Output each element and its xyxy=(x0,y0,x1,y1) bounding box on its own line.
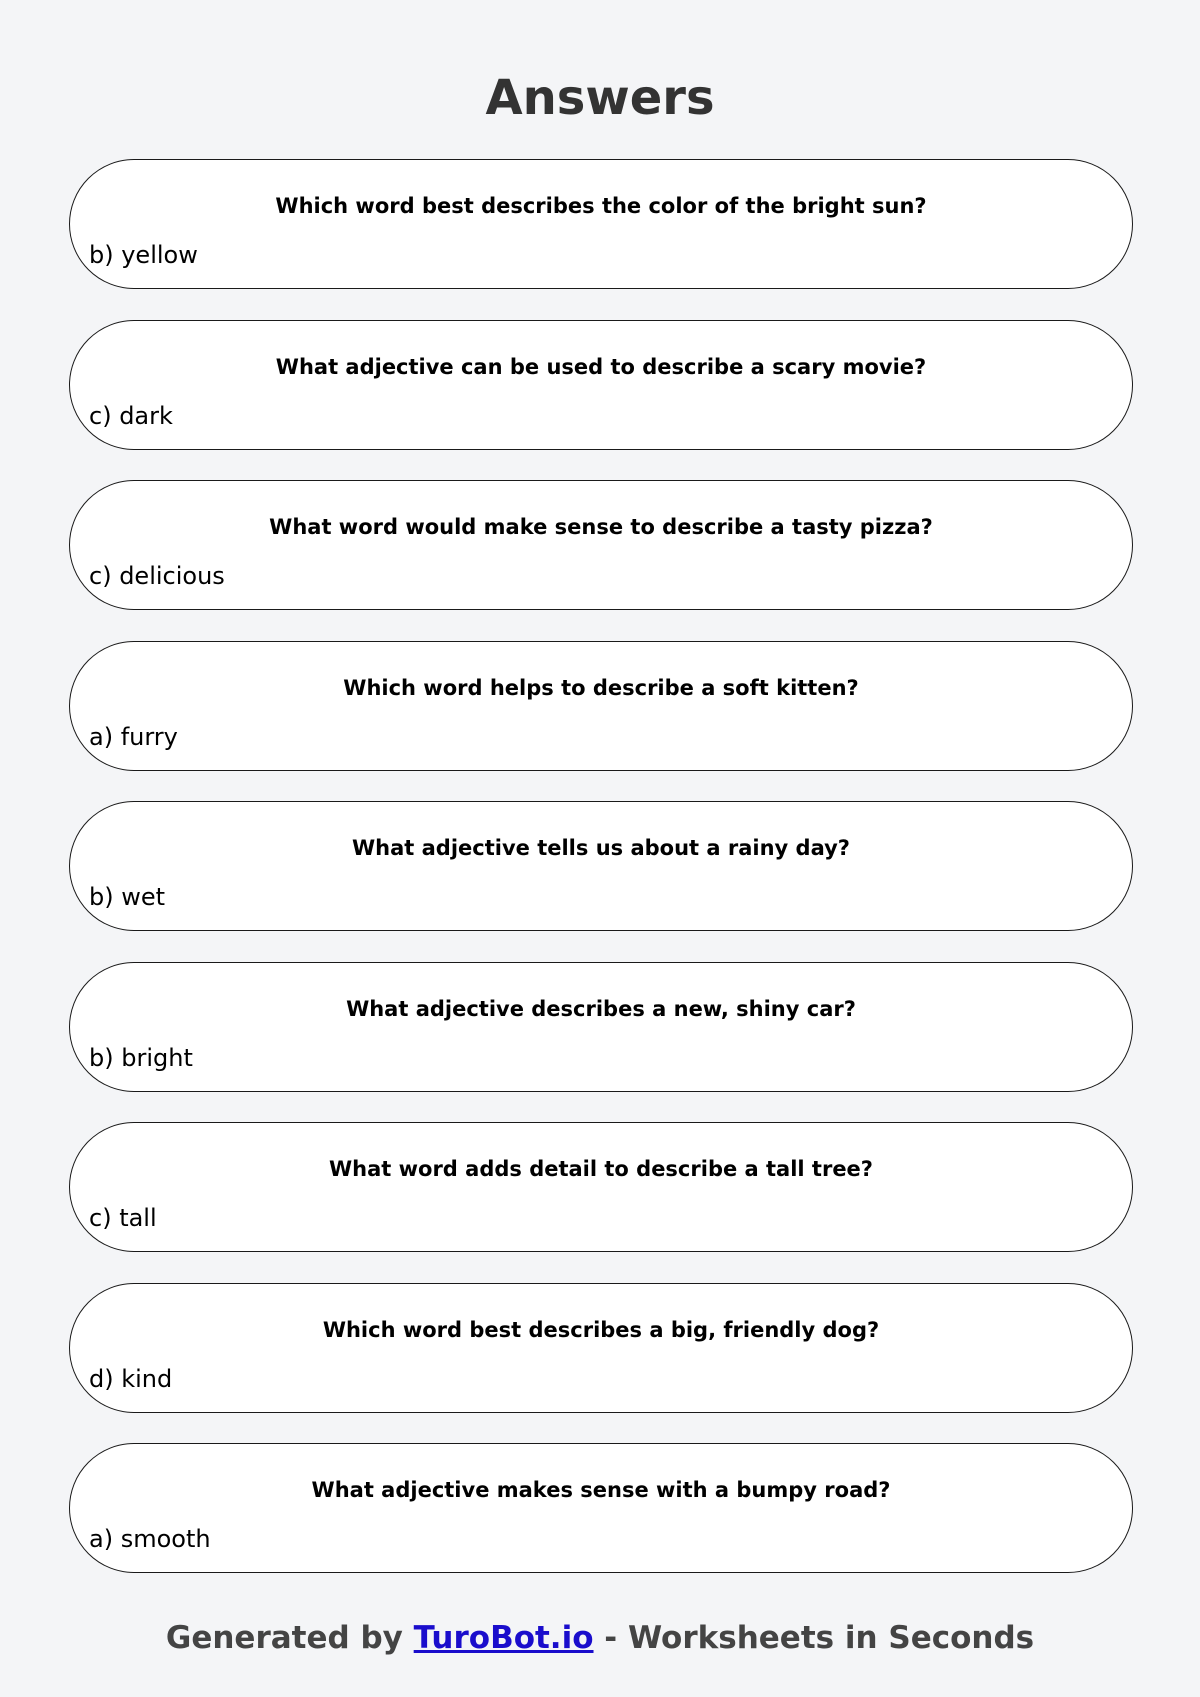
question-text: Which word best describes a big, friendly dog? xyxy=(322,1317,880,1342)
answer-text: c) delicious xyxy=(89,562,225,590)
page-title: Answers xyxy=(485,70,715,126)
answer-card xyxy=(69,801,1133,931)
answer-card xyxy=(69,962,1133,1092)
answer-card xyxy=(69,1283,1133,1413)
turobot-link[interactable]: TuroBot.io xyxy=(413,1620,594,1656)
question-text: What adjective can be used to describe a scary movie? xyxy=(275,354,927,379)
answer-card xyxy=(69,641,1133,771)
footer-suffix: - Worksheets in Seconds xyxy=(593,1620,1035,1656)
answer-card xyxy=(69,1443,1133,1573)
question-text: What adjective makes sense with a bumpy road? xyxy=(311,1478,891,1502)
answer-card xyxy=(69,159,1133,289)
answer-card xyxy=(69,1122,1133,1252)
answer-list xyxy=(69,159,1133,1604)
footer-prefix: Generated by xyxy=(165,1620,414,1656)
question-text: What adjective describes a new, shiny car? xyxy=(346,996,856,1021)
answer-text: c) dark xyxy=(89,401,173,430)
answer-text: b) yellow xyxy=(89,241,198,269)
answer-text: b) wet xyxy=(89,883,166,911)
question-text: What adjective tells us about a rainy day? xyxy=(352,836,850,860)
answer-text: c) tall xyxy=(89,1204,157,1232)
answer-text: d) kind xyxy=(89,1364,173,1393)
question-text: What word would make sense to describe a tasty pizza? xyxy=(269,515,933,539)
answer-text: a) furry xyxy=(89,722,178,751)
question-text: What word adds detail to describe a tall tree? xyxy=(328,1157,873,1181)
answer-card xyxy=(69,320,1133,450)
question-text: Which word best describes the color of the bright sun? xyxy=(275,194,927,218)
footer xyxy=(0,1618,1200,1658)
answer-text: a) smooth xyxy=(89,1525,211,1553)
answer-card xyxy=(69,480,1133,610)
question-text: Which word helps to describe a soft kitten? xyxy=(343,675,859,700)
answer-text: b) bright xyxy=(89,1043,193,1072)
